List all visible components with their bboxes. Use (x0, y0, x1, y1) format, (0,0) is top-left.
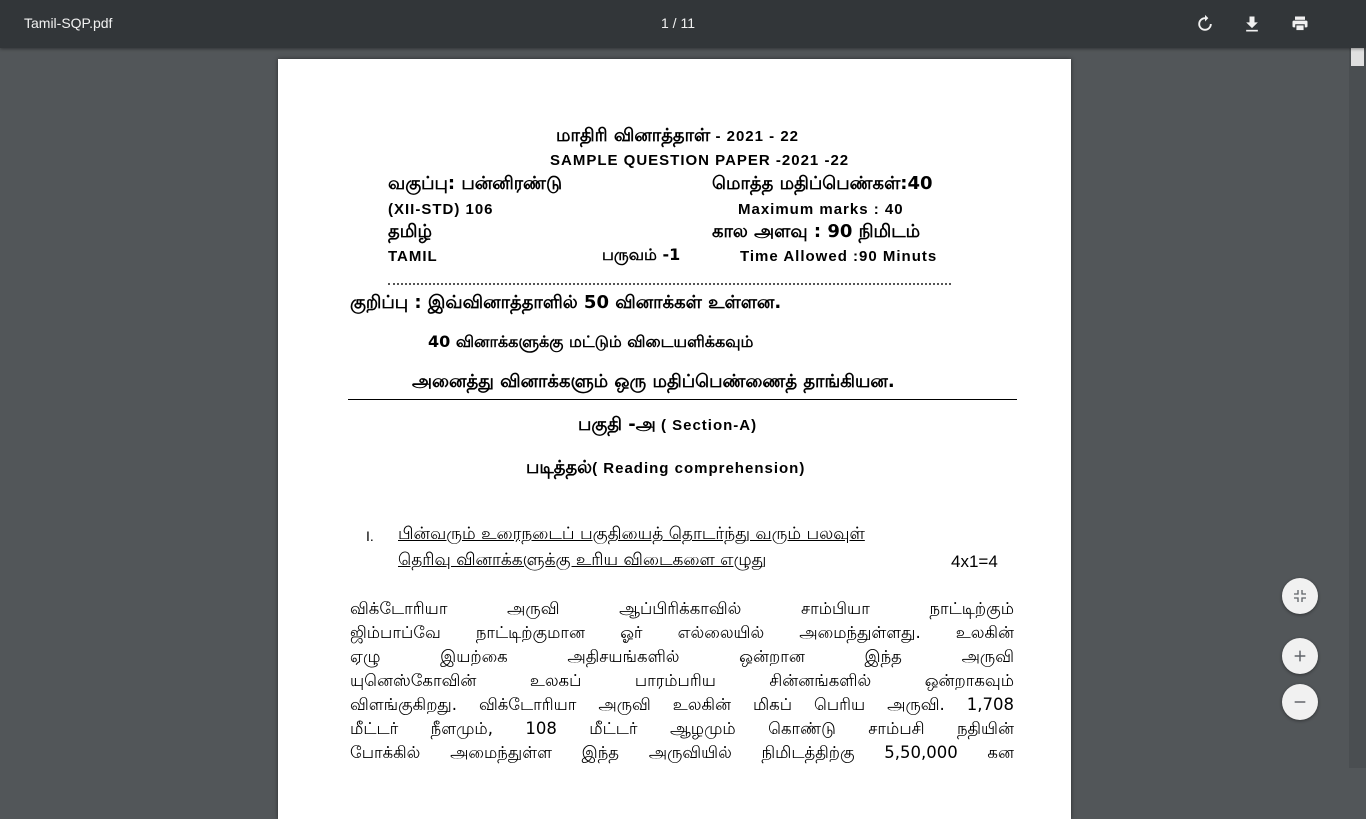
question-line-1: பின்வரும் உரைநடைப் பகுதியைத் தொடர்ந்து வரும் பலவுள் (398, 524, 865, 544)
question-marks: 4x1=4 (951, 552, 998, 571)
rotate-icon (1195, 14, 1215, 34)
passage-line: யுனெஸ்கோவின் உலகப் பாரம்பரிய சின்னங்களில் ஒன்றாகவும் (350, 671, 1014, 690)
reading-heading (526, 457, 805, 480)
class-english: (XII-STD) 106 (388, 201, 494, 218)
time-english: Time Allowed :90 Minuts (740, 248, 938, 265)
download-button[interactable] (1236, 8, 1268, 40)
note-line-1: குறிப்பு : இவ்வினாத்தாளில் 50 வினாக்கள் உள்ளன. (350, 292, 782, 313)
passage-line: விக்டோரியா அருவி ஆப்பிரிக்காவில் சாம்பியா நாட்டிற்கும் (350, 599, 1014, 618)
subject-english: TAMIL (388, 248, 438, 265)
solid-divider (348, 399, 1017, 400)
reading-tamil: படித்தல் (526, 457, 593, 478)
rotate-button[interactable] (1189, 8, 1221, 40)
passage-line: ஏழு இயற்கை அதிசயங்களில் ஒன்றான இந்த அருவி (350, 647, 1014, 666)
section-heading (578, 414, 757, 437)
section-english: ( Section-A) (655, 417, 758, 434)
zoom-out-icon (1292, 694, 1308, 710)
zoom-in-button[interactable] (1282, 638, 1318, 674)
time-tamil: கால அளவு : 90 நிமிடம் (712, 221, 921, 242)
zoom-in-icon (1292, 648, 1308, 664)
download-icon (1242, 14, 1262, 34)
max-marks-english: Maximum marks : 40 (738, 201, 904, 218)
term-tamil: பருவம் -1 (602, 245, 681, 264)
note-line-3: அனைத்து வினாக்களும் ஒரு மதிப்பெண்ணைத் தாங்கியன. (412, 371, 895, 392)
paper-title-tamil: மாதிரி வினாத்தாள் (556, 125, 711, 146)
fit-to-page-icon (1292, 588, 1308, 604)
passage-line: ஜிம்பாப்வே நாட்டிற்குமான ஓர் எல்லையில் அமைந்துள்ளது. உலகின் (350, 623, 1014, 642)
print-icon (1290, 14, 1310, 34)
paper-title-english: SAMPLE QUESTION PAPER -2021 -22 (550, 152, 850, 169)
pdf-page (278, 59, 1071, 819)
passage-line: மீட்டர் நீளமும், 108 மீட்டர் ஆழமும் கொண்டு சாம்பசி நதியின் (350, 719, 1014, 738)
subject-tamil: தமிழ் (388, 221, 432, 242)
question-line-2: தெரிவு வினாக்களுக்கு உரிய விடைகளை எழுது (398, 550, 767, 570)
passage-line: போக்கில் அமைந்துள்ள இந்த அருவியில் நிமிடத்திற்கு 5,50,000 கன (350, 743, 1014, 762)
section-tamil: பகுதி -அ (578, 414, 656, 435)
paper-title-year: - 2021 - 22 (710, 128, 800, 145)
note-line-2: 40 வினாக்களுக்கு மட்டும் விடையளிக்கவும் (428, 332, 754, 351)
reading-english: ( Reading comprehension) (592, 460, 806, 477)
passage-paragraph (350, 597, 1014, 765)
pdf-toolbar (0, 0, 1366, 48)
vertical-scrollbar[interactable] (1349, 0, 1366, 768)
total-marks-tamil: மொத்த மதிப்பெண்கள்:40 (712, 173, 933, 194)
fit-to-page-button[interactable] (1282, 578, 1318, 614)
question-number: I. (366, 528, 374, 544)
dotted-divider (388, 283, 951, 285)
class-tamil: வகுப்பு: பன்னிரண்டு (388, 173, 563, 194)
document-title: Tamil-SQP.pdf (24, 15, 113, 31)
zoom-out-button[interactable] (1282, 684, 1318, 720)
print-button[interactable] (1284, 8, 1316, 40)
paper-title (556, 125, 799, 148)
passage-line: விளங்குகிறது. விக்டோரியா அருவி உலகின் மிகப் பெரிய அருவி. 1,708 (350, 695, 1014, 714)
page-indicator[interactable]: 1 / 11 (661, 15, 695, 31)
